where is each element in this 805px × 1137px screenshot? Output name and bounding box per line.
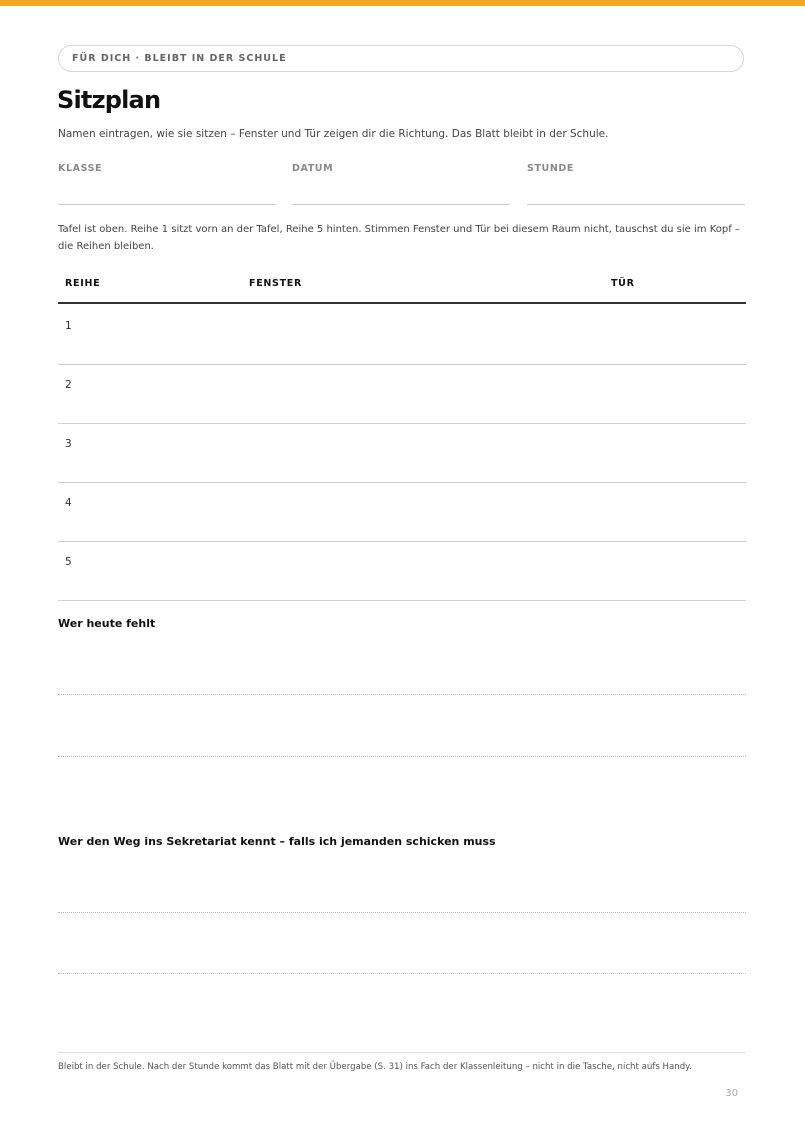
- absent-heading: Wer heute fehlt: [58, 617, 156, 630]
- row-number: 3: [65, 438, 72, 450]
- field-datum[interactable]: [292, 163, 510, 174]
- table-row[interactable]: [58, 424, 746, 483]
- absent-line[interactable]: [58, 694, 746, 695]
- field-datum-line[interactable]: [292, 204, 510, 205]
- accent-bar: [0, 0, 805, 6]
- instructions: Tafel ist oben. Reihe 1 sitzt vorn an der Tafel, Reihe 5 hinten. Stimmen Fenster und Tür bei diesem Raum nicht, tauschst du sie im Kopf – die Reihen bleiben.: [58, 224, 740, 252]
- row-number: 5: [65, 556, 72, 568]
- page-title: Sitzplan: [57, 86, 161, 114]
- absent-line[interactable]: [58, 756, 746, 757]
- footer-note: Bleibt in der Schule. Nach der Stunde kommt das Blatt mit der Übergabe (S. 31) ins Fach der Klassenleitung – nicht in die Tasche, nicht aufs Handy.: [58, 1062, 692, 1072]
- field-stunde-label: STUNDE: [527, 163, 574, 174]
- table-row[interactable]: [58, 306, 746, 365]
- row-number: 1: [65, 320, 72, 332]
- field-klasse[interactable]: [58, 163, 276, 174]
- table-header: [58, 270, 746, 304]
- table-row[interactable]: [58, 365, 746, 424]
- category-tag: FÜR DICH · BLEIBT IN DER SCHULE: [58, 45, 744, 72]
- office-heading: Wer den Weg ins Sekretariat kennt – falls ich jemanden schicken muss: [58, 835, 496, 848]
- office-line[interactable]: [58, 973, 746, 974]
- field-stunde-line[interactable]: [527, 204, 745, 205]
- field-klasse-label: KLASSE: [58, 163, 103, 174]
- row-number: 2: [65, 379, 72, 391]
- column-header-fenster: FENSTER: [249, 278, 302, 289]
- field-stunde[interactable]: [527, 163, 745, 174]
- page-subtitle: Namen eintragen, wie sie sitzen – Fenster und Tür zeigen dir die Richtung. Das Blatt bleibt in der Schule.: [58, 128, 609, 140]
- column-header-reihe: REIHE: [65, 278, 101, 289]
- field-datum-label: DATUM: [292, 163, 334, 174]
- table-row[interactable]: [58, 483, 746, 542]
- office-line[interactable]: [58, 912, 746, 913]
- table-row[interactable]: [58, 542, 746, 601]
- row-number: 4: [65, 497, 72, 509]
- field-klasse-line[interactable]: [58, 204, 276, 205]
- page-number: 30: [725, 1088, 738, 1099]
- column-header-tuer: TÜR: [611, 278, 635, 289]
- footer-divider: [58, 1052, 746, 1053]
